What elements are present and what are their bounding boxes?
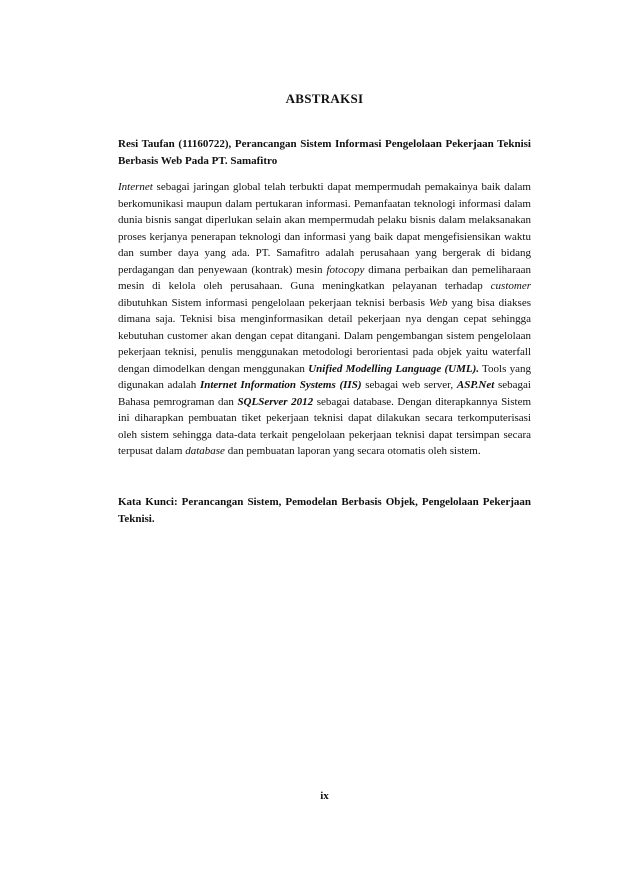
abstract-italic-customer: customer bbox=[490, 280, 531, 292]
abstract-italic-web: Web bbox=[428, 296, 448, 309]
abstract-body bbox=[118, 179, 531, 460]
author-title-line: Resi Taufan (11160722), Perancangan Sistem Informasi Pengelolaan Pekerjaan Teknisi Berbasis Web Pada PT. Samafitro bbox=[118, 138, 531, 167]
abstract-text: sebagai jaringan global telah terbukti dapat mempermudah pemakainya baik dalam berkomunikasi maupun dalam pertukaran informasi. Pemanfaatan teknologi informasi dalam dunia bisnis sangat diperlukan selain akan mempermudah pelaku bisnis dalam melaksanakan proses kerjanya penerapan teknologi dan informasi yang baik dapat mengefisiensikan waktu dan sumber daya yang ada. PT. Samafitro adalah perusahaan yang bergerak di bidang perdagangan dan penyewaan (kontrak) mesin bbox=[118, 181, 531, 276]
abstract-text: dibutuhkan Sistem informasi pengelolaan pekerjaan teknisi berbasis bbox=[118, 296, 429, 309]
abstract-text: sebagai web server, bbox=[361, 379, 457, 391]
abstract-italic-aspnet: ASP.Net bbox=[456, 379, 495, 391]
abstract-italic-internet: Internet bbox=[118, 181, 153, 193]
abstract-text: yang bisa diakses dimana saja. Teknisi bisa menginformasikan detail pekerjaan nya dengan cepat sehingga kebutuhan customer akan dengan cepat ditangani. Dalam pengembangan sistem pengelolaan pekerjaan teknisi, penulis menggunakan metodologi berorientasi pada objek yaitu waterfall dengan dimodelkan dengan menggunakan bbox=[118, 296, 531, 375]
abstract-italic-iis: Internet Information Systems (IIS) bbox=[199, 379, 362, 391]
abstract-text: sebagai database. Dengan diterapkannya Sistem ini diharapkan pembuatan tiket pekerjaan teknisi dapat dilakukan secara terkomputerisasi oleh sistem sehingga data-data terkait pengelolaan pekerjaan teknisi dapat tersimpan secara terpusat dalam bbox=[118, 395, 532, 457]
abstract-text: sebagai Bahasa pemrograman dan bbox=[118, 379, 531, 408]
keywords: Kata Kunci: Perancangan Sistem, Pemodelan Berbasis Objek, Pengelolaan Pekerjaan Teknisi. bbox=[118, 496, 531, 525]
page-title: ABSTRAKSI bbox=[285, 91, 364, 106]
abstract-italic-database: database bbox=[185, 445, 225, 457]
abstract-italic-uml: Unified Modelling Language (UML). bbox=[308, 362, 479, 375]
abstract-text: dan pembuatan laporan yang secara otomatis oleh sistem. bbox=[224, 445, 481, 457]
abstract-text: dimana perbaikan dan pemeliharaan mesin di kelola oleh perusahaan. Guna meningkatkan pelayanan terhadap bbox=[118, 263, 531, 292]
abstract-text: Tools yang digunakan adalah bbox=[118, 362, 531, 391]
abstract-italic-fotocopy: fotocopy bbox=[326, 263, 365, 276]
abstract-italic-sqlserver: SQLServer 2012 bbox=[237, 395, 314, 408]
page-number: ix bbox=[320, 790, 329, 802]
